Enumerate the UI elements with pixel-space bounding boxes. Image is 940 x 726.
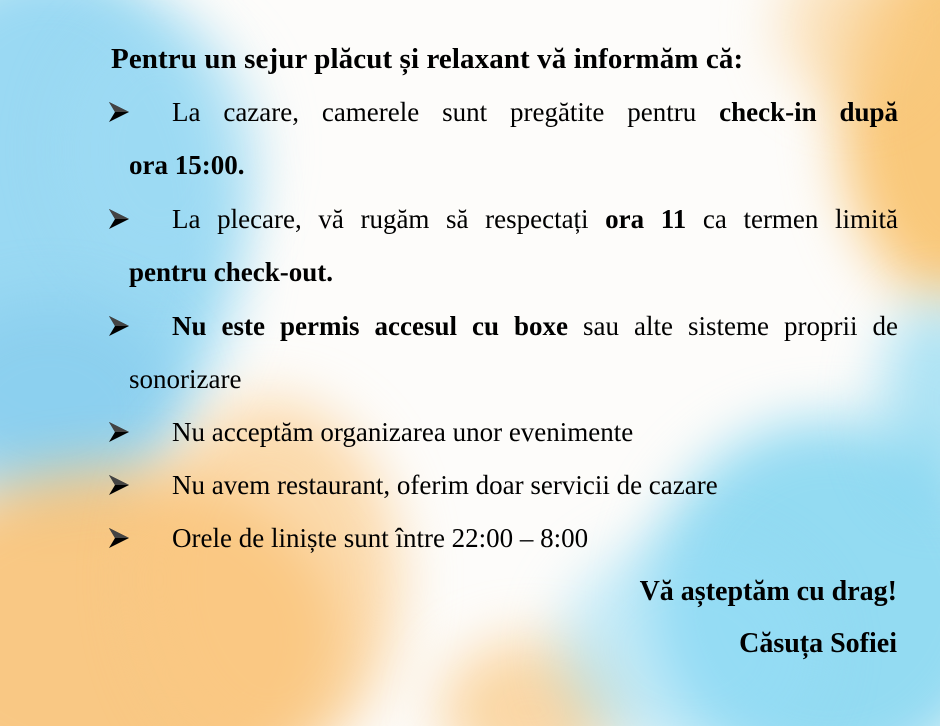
rule-text: sau alte sisteme proprii de	[568, 311, 898, 341]
rule-text-bold: check-in după	[719, 97, 899, 127]
arrowhead-bullet-icon	[108, 417, 134, 447]
rule-item-restaurant	[108, 470, 898, 500]
rule-text-line	[172, 311, 898, 341]
rule-text-line	[172, 97, 898, 127]
rule-item-events	[108, 417, 898, 447]
arrowhead-bullet-icon	[108, 204, 134, 234]
arrowhead-bullet-icon	[108, 470, 134, 500]
rule-text: ca termen limită	[686, 204, 899, 234]
arrowhead-bullet-icon	[108, 523, 134, 553]
rule-text: Orele de liniște sunt între 22:00 – 8:00	[172, 523, 589, 553]
closing-greeting: Vă așteptăm cu drag!	[639, 576, 897, 607]
rule-item-checkin	[108, 97, 898, 180]
rule-text-bold: ora 11	[605, 204, 687, 234]
rule-text-continuation: sonorizare	[129, 364, 242, 394]
rule-text-line	[172, 204, 898, 234]
notice-heading: Pentru un sejur plăcut și relaxant vă informăm că:	[111, 43, 744, 75]
arrowhead-bullet-icon	[108, 311, 134, 341]
rule-text: La plecare, vă rugăm să respectați	[172, 204, 606, 234]
signature: Căsuța Sofiei	[739, 628, 897, 659]
rule-text-continuation: ora 15:00.	[129, 150, 245, 180]
rule-text: Nu acceptăm organizarea unor evenimente	[172, 417, 634, 447]
rule-item-quiet-hours	[108, 523, 898, 553]
rule-text: La cazare, camerele sunt pregătite pentru	[172, 97, 720, 127]
rule-item-checkout	[108, 204, 898, 287]
rule-text-continuation: pentru check-out.	[129, 257, 333, 287]
rule-text-bold: Nu este permis accesul cu boxe	[172, 311, 569, 341]
arrowhead-bullet-icon	[108, 97, 134, 127]
rule-text: Nu avem restaurant, oferim doar servicii de cazare	[172, 470, 718, 500]
rule-item-speakers	[108, 311, 898, 394]
